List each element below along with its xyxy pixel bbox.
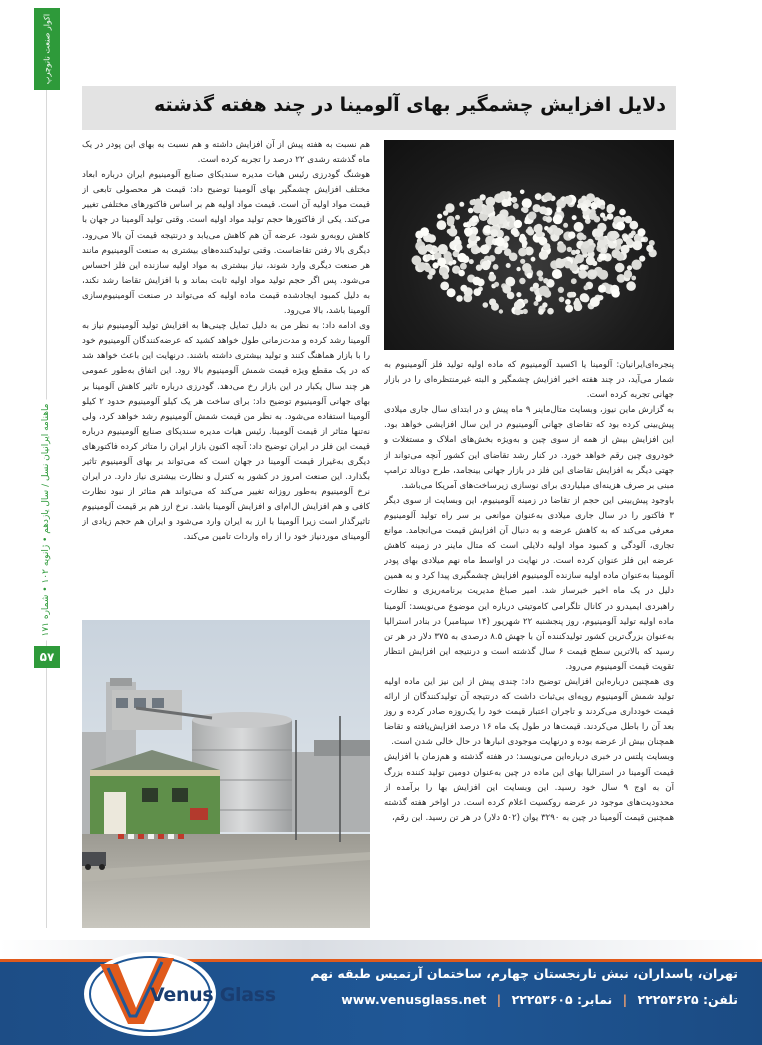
pellet — [638, 228, 646, 236]
tel-label: تلفن: — [702, 992, 738, 1007]
pellet — [624, 216, 632, 224]
pellet — [514, 220, 522, 228]
pellet — [511, 228, 519, 236]
pellet — [458, 270, 465, 277]
pellet — [639, 256, 645, 262]
pellet — [520, 190, 525, 195]
section-tab-label: اکوار صنعت نانوچرپ — [42, 13, 52, 85]
pellet — [575, 249, 580, 254]
pellet — [467, 244, 472, 249]
pellet — [519, 278, 525, 284]
pellet — [437, 220, 447, 230]
pellet — [539, 251, 548, 260]
pellet — [600, 236, 605, 241]
pellet — [641, 238, 645, 242]
pellet — [626, 238, 633, 245]
pellet — [580, 293, 589, 302]
section-tab — [34, 8, 60, 90]
pellet — [544, 194, 550, 200]
pellet — [523, 309, 528, 314]
pellet — [578, 270, 587, 279]
pellet — [536, 230, 543, 237]
pellet — [489, 255, 496, 262]
pellet — [571, 278, 577, 284]
pellet — [574, 259, 579, 264]
pellet — [533, 283, 539, 289]
text-column-left — [82, 138, 370, 606]
pellet — [542, 302, 547, 307]
pellet — [600, 213, 605, 218]
pellet — [631, 276, 636, 281]
pellet — [577, 232, 585, 240]
pellet — [486, 205, 494, 213]
pellet — [597, 240, 606, 249]
pellet — [518, 248, 527, 257]
pellet — [558, 287, 564, 293]
page-number: ۵۷ — [34, 646, 60, 668]
pellet — [457, 253, 466, 262]
pellet — [447, 288, 456, 297]
pellet — [590, 270, 598, 278]
pellet — [559, 297, 565, 303]
paragraph: وی ادامه داد: به نظر من به دلیل تمایل چینی‌ها به افزایش تولید آلومینیوم نیاز به آلومینا رشد کرده و مدت‌زمانی طول خواهد کشید که عرضه‌کنندگان آلومینیوم خود را با بازار هماهنگ کنند و تولید بیشتری داشته باشند. درنهایت این باعث خواهد شد که در یک مقطع ویژه قیمت شمش آلومینیوم بالا رود. این اتفاق به‌طور عمومی هر چند سال یکبار در این بازار رخ می‌دهد. گودرزی درباره تاثیر کاهش آلومینا بر بهای جهانی آلومینیوم توضیح داد: برای ساخت هر یک کیلو آلومینیوم حدود ۲ کیلو آلومینا استفاده می‌شود. به نظر من قیمت شمش آلومینیوم رشد خواهد کرد، ولی نه‌تنها متاثر از قیمت آلومینا. رئیس هیات مدیره سندیکای صنایع آلومینیوم درباره قیمت این فلز در ایران توضیح داد: آنچه اکنون بازار ایران را متاثر کرده فاکتورهای دیگری به‌غیراز قیمت آلومینا در جهان است که می‌تواند بر بهای آلومینیوم تاثیر بگذارد. این صنعت امروز در کشور به کنترل و نظارت بیشتری نیاز دارد. در ایران نرخ آلومینیوم به‌طور روزانه تغییر می‌کند که می‌تواند هم متاثر از نبود نظارت کافی و هم افزایش ال‌ام‌ای و افزایش آلومینا باشد. نرخ ارز هم بر قیمت آلومینیوم تاثیرگذار است زیرا آلومینا با ارز به ایران وارد می‌شود و ایران هم حجم زیادی از آلومینای موردنیاز خود را از راه واردات تامین می‌کند. — [82, 321, 370, 543]
pellet — [489, 299, 496, 306]
pellet — [533, 204, 541, 212]
pellet — [527, 228, 534, 235]
paragraph: وی همچنین درباره‌این افزایش توضیح داد: چندی پیش از این نیز این ماده اولیه تولید شمش آلومینیوم رویه‌ای بی‌ثبات داشت که درنتیجه آن تولیدکنندگان از ارائه قیمت خودداری می‌کردند و تاجران اعتبار قیمت خود را یک‌روزه صادر کرده و روز بعد آن را باطل می‌کردند. قیمت‌ها در طول یک ماه ۱۶ درصد افزایش‌یافته و تقاضا همچنان بیش از عرضه بوده و درنهایت موجودی انبارها در حال خالی شدن است. — [384, 676, 674, 748]
pellet — [553, 214, 563, 224]
pellet — [543, 278, 549, 284]
pellet — [513, 203, 519, 209]
pellet — [520, 259, 525, 264]
pellet — [481, 261, 490, 270]
pellet — [546, 216, 553, 223]
pellet — [437, 257, 446, 266]
pellet — [522, 263, 531, 272]
pellet — [490, 229, 498, 237]
pellet — [486, 197, 496, 207]
pellet — [563, 223, 568, 228]
pellet — [589, 212, 597, 220]
pellet — [557, 243, 566, 252]
pellet — [473, 288, 481, 296]
pellet — [445, 203, 454, 212]
paragraph: هم نسبت به هفته پیش از آن افزایش داشته و هم نسبت به بهای این پودر در یک ماه گذشته رشدی ۲۲ درصد را تجربه کرده است. — [82, 140, 370, 166]
company-address: تهران، پاسداران، نبش نارنجستان چهارم، ساختمان آرتمیس طبقه نهم — [310, 966, 738, 981]
company-contact — [341, 992, 738, 1007]
pellet — [628, 233, 634, 239]
pellet — [480, 194, 486, 200]
pellet — [581, 204, 588, 211]
pellet — [565, 305, 573, 313]
pellet — [567, 247, 572, 252]
paragraph: هوشنگ گودرزی رئیس هیات مدیره سندیکای صنایع آلومینیوم ایران درباره ابعاد مختلف افزایش چشمگیر بهای آلومینا توضیح داد: قیمت هر محصولی تابعی از قیمت مواد اولیه آن است. قیمت مواد اولیه هم بر اساس فاکتورهای مختلفی تغییر می‌کند. یکی از فاکتورها حجم تولید مواد اولیه است. وقتی تولید آلومینا در جهان با کاهش روبه‌رو شود، عرضه آن هم کاهش می‌یابد و درنتیجه قیمت آن بالا می‌رود. دیگری بالا رفتن تقاضاست. وقتی تولیدکننده‌های بیشتری به صنعت آلومینیوم مانند هر صنعت دیگری وارد شوند، نیاز بیشتری به مواد اولیه سازنده این فلز احساس می‌شود. پس اگر حجم تولید مواد اولیه ثابت بماند و با افزایش تقاضا رشد نکند، به دلیل کمبود ایجادشده قیمت ماده اولیه که می‌تواند در صنعت آلومینیوم‌سازی آلومینا باشد، بالا می‌رود. — [82, 170, 370, 317]
pellet — [428, 234, 436, 242]
pellet — [520, 234, 525, 239]
pellet — [494, 282, 499, 287]
factory-photo — [82, 620, 370, 928]
pellet — [464, 227, 473, 236]
pellet — [564, 261, 571, 268]
pellet — [584, 285, 589, 290]
pellet — [575, 298, 580, 303]
factory-image — [82, 620, 370, 928]
title-band — [82, 86, 676, 130]
pellet — [542, 209, 547, 214]
pellet — [627, 265, 632, 270]
pellet — [538, 309, 544, 315]
pellet — [586, 256, 595, 265]
pellet — [626, 281, 636, 291]
pellet — [616, 238, 623, 245]
pellet — [538, 276, 543, 281]
pellet — [611, 289, 620, 298]
pellet — [516, 267, 520, 271]
pellet — [509, 253, 518, 262]
pellet — [646, 245, 653, 252]
pellet — [574, 303, 583, 312]
separator: | — [496, 992, 502, 1007]
pellet — [528, 211, 537, 220]
pellet — [493, 264, 499, 270]
pellet — [460, 263, 467, 270]
pellet — [522, 198, 532, 208]
pellet — [460, 285, 467, 292]
pellet — [448, 261, 453, 266]
paragraph: پنجره‌ای‌ایرانیان: آلومینا یا اکسید آلومینیوم که ماده اولیه تولید فلز آلومینیوم به شمار می‌آید، در چند هفته اخیر افزایش چشمگیر و البته غیرمنتظره‌ای را در بازار جهانی تجربه کرده است. — [384, 360, 674, 401]
paragraph: به گزارش ماین نیوز، وبسایت متال‌ماینر ۹ ماه پیش و در ابتدای سال جاری میلادی پیش‌بینی کرده بود که تقاضای جهانی آلومینیوم در این سال افزایشی خواهد بود. این افزایش بیش از همه از سوی چین و به‌ویژه بخش‌های املاک و مستغلات و خودروی چین رقم خواهد خورد. در کنار رشد تقاضای این کشور آنچه می‌تواند از جهتی دیگر به افزایش تقاضای این فلز در بازار جهانی بینجامد، طرح دونالد ترامپ مبنی بر صرف هزینه‌ای میلیاردی برای نوسازی زیرساخت‌های آمریکا می‌باشد. — [384, 405, 674, 491]
pellet — [523, 299, 528, 304]
pellet — [607, 213, 614, 220]
pellet — [442, 273, 449, 280]
pellet — [488, 274, 496, 282]
pellet — [535, 295, 542, 302]
pellet — [581, 196, 586, 201]
pellet — [543, 243, 550, 250]
pellet — [568, 231, 575, 238]
fax-label: نمابر: — [577, 992, 613, 1007]
pellet — [616, 222, 625, 231]
alumina-pellets-image — [384, 140, 674, 350]
pellet — [624, 270, 632, 278]
pellet — [480, 245, 490, 255]
pellet — [574, 222, 584, 232]
pellet — [420, 227, 429, 236]
pellet — [438, 244, 448, 254]
pellet — [572, 215, 577, 220]
pellet — [632, 241, 642, 251]
pellet — [514, 301, 523, 310]
alumina-pellets-photo — [384, 140, 674, 350]
pellet — [502, 285, 511, 294]
pellet — [501, 199, 509, 207]
pellet — [506, 263, 511, 268]
pellet — [469, 259, 474, 264]
pellet — [537, 270, 544, 277]
pellet — [590, 297, 600, 307]
paragraph: باوجود پیش‌بینی این حجم از تقاضا در زمینه آلومینیوم، این وبسایت از سوی دیگر ۳ فاکتور را در سال جاری میلادی به‌عنوان موانعی بر سر راه تولید آلومینیوم معرفی می‌کند که به کاهش عرضه و به دنبال آن افزایش قیمت می‌انجامد. موانع تجاری، آلودگی و کمبود مواد اولیه دلایلی است که متال ماینر در زمینه کاهش عرضه این فلز عنوان کرده است. در نهایت در اواسط ماه نهم میلادی بهای پودر آلومینا به‌عنوان ماده اولیه سازنده آلومینیوم افزایش چشمگیری پیدا کرد و به همین دلیل در یک ماه اخیر خبرساز شد. امیر صباغ مدیریت برنامه‌ریزی و نظارت راهبردی ایمیدرو در کانال تلگرامی کاموتیتی درباره این موضوع می‌نویسد: آلومینا ماده اولیه تولید آلومینیوم، روز پنجشنبه ۲۲ شهریور (۱۴ سپتامبر) در بنادر استرالیا به‌عنوان بزرگ‌ترین کشور تولیدکننده آن با جهش ۸.۵ درصدی به ۳۷۵ دلار در هر تن رسید که بالاترین سطح قیمت ۶ سال گذشته است و درنتیجه این افزایش انتظار تقویت قیمت آلومینیوم می‌رود. — [384, 495, 674, 672]
pellet — [554, 228, 562, 236]
pellet — [607, 204, 616, 213]
pellet — [495, 237, 505, 247]
pellet — [468, 208, 474, 214]
pellet — [483, 302, 489, 308]
pellet — [569, 292, 575, 298]
pellet — [426, 254, 432, 260]
pellet — [490, 216, 499, 225]
pellet — [552, 269, 562, 279]
pellet — [433, 247, 439, 253]
running-head-text: ماهنامه ایرانیان نسل / سال یازدهم • ژانویه ۱۰۲ • شماره ۱۷۱ — [41, 399, 51, 640]
pellet — [473, 204, 482, 213]
pellet — [598, 285, 606, 293]
website-link[interactable]: www.venusglass.net — [341, 992, 487, 1007]
pellet — [631, 260, 641, 270]
pellet — [555, 259, 565, 269]
pellet — [600, 205, 605, 210]
separator: | — [622, 992, 628, 1007]
pellet — [535, 193, 542, 200]
pellet — [471, 215, 478, 222]
pellet — [516, 292, 521, 297]
pellet — [598, 270, 608, 280]
pellet — [616, 253, 624, 261]
pellet — [440, 282, 449, 291]
pellet — [418, 262, 426, 270]
pellet — [531, 257, 536, 262]
pellet — [565, 299, 571, 305]
pellet — [547, 308, 554, 315]
pellet — [447, 216, 455, 224]
pellet — [418, 245, 428, 255]
pellet — [463, 222, 468, 227]
paragraph: وبسایت پلتس در خبری درباره‌این می‌نویسد: در هفته گذشته و هم‌زمان با افزایش قیمت آلومینا در استرالیا بهای این ماده در چین به‌عنوان دومین تولید کننده بزرگ آن به اوج ۹ سال خود رسید. این وبسایت این افزایش بها را برآمده از محدودیت‌های موجود در عرضه روکسیت اعلام کرده است. در اواخر هفته گذشته همچنین قیمت آلومینا در چین به ۳۲۹۰ یوان (۵۰۲ دلار) در هر تن رسید. این رقم، — [384, 752, 674, 823]
pellet — [564, 196, 572, 204]
pellet — [524, 219, 529, 224]
article-title: دلایل افزایش چشمگیر بهای آلومینا در چند هفته گذشته — [154, 94, 666, 116]
text-column-right — [384, 358, 674, 930]
pellet — [615, 263, 625, 273]
pellet — [547, 227, 553, 233]
pellet — [494, 248, 500, 254]
pellet — [456, 295, 463, 302]
pellet — [527, 273, 533, 279]
pellet — [556, 207, 561, 212]
pellet — [459, 202, 464, 207]
pellet — [610, 231, 619, 240]
tel-number: ۲۲۲۵۳۶۲۵ — [637, 992, 699, 1007]
pellet — [437, 214, 442, 219]
pellet — [499, 309, 503, 313]
pellet — [455, 215, 460, 220]
fax-number: ۲۲۲۵۳۶۰۵ — [511, 992, 573, 1007]
pellet — [539, 286, 549, 296]
pellet — [582, 241, 589, 248]
pellet — [451, 225, 456, 230]
brand-name: Venus Glass — [150, 984, 276, 1006]
pellet — [456, 244, 463, 251]
pellet — [619, 209, 626, 216]
pellet — [472, 277, 481, 286]
pellet — [427, 274, 432, 279]
pellet — [522, 207, 528, 213]
